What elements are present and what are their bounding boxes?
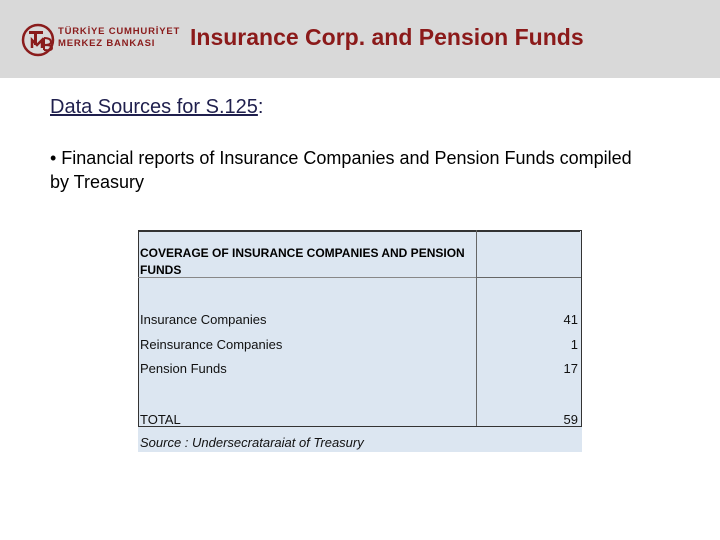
table-right-rule [581,230,582,426]
table-row-value: 59 [563,412,578,427]
table-row-label: Pension Funds [140,361,227,376]
slide-subtitle [50,96,263,119]
table-row-value: 41 [563,312,578,327]
table-bottom-rule [138,426,582,427]
table-row-label: Insurance Companies [140,312,267,327]
table-heading: COVERAGE OF INSURANCE COMPANIES AND PENSION FUNDS [140,246,465,277]
table-row-label: TOTAL [140,412,181,427]
bank-logo [20,22,181,58]
table-row-value: 17 [563,361,578,376]
table-column-divider [476,230,477,426]
table-top-rule [138,230,580,232]
header-bar [0,0,720,78]
table-header-divider [476,277,582,278]
page-title: Insurance Corp. and Pension Funds [190,24,584,50]
bank-logo-icon [20,22,56,58]
bank-logo-text [58,26,180,50]
table-row-value: 1 [570,337,578,352]
table-row-label: Reinsurance Companies [140,337,283,352]
table-source-note: Source : Undersecrataraiat of Treasury [140,435,364,450]
logo-line2: MERKEZ BANKASI [58,38,156,49]
coverage-table [138,230,582,452]
subtitle-text: Data Sources for S.125 [50,96,258,118]
logo-line1: TÜRKİYE CUMHURİYET [58,26,181,37]
bullet-point: • Financial reports of Insurance Companies and Pension Funds compiled by Treasury [50,148,632,192]
subtitle-colon: : [257,96,264,118]
